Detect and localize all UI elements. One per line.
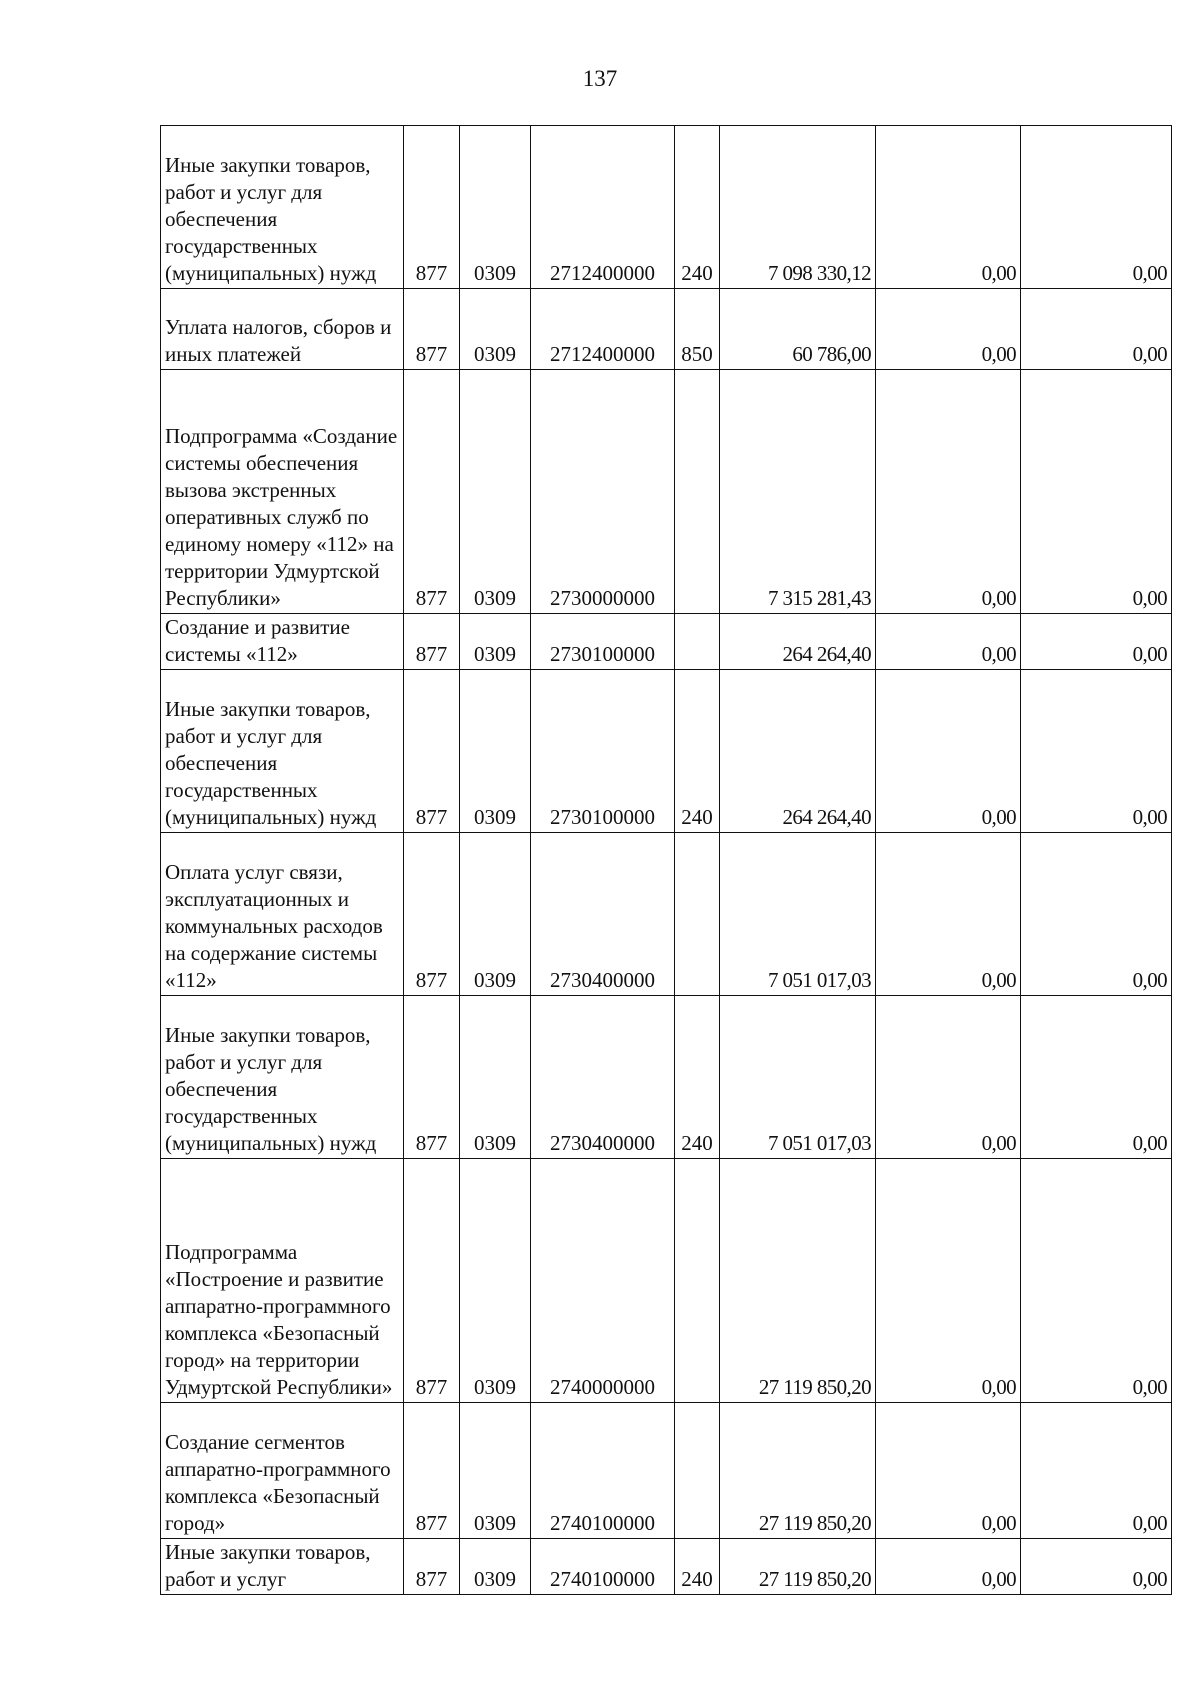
amount-2: 0,00 [876,1159,1021,1403]
ved-code: 877 [404,370,460,614]
target-article-code: 2712400000 [531,126,675,289]
amount-2: 0,00 [876,1539,1021,1595]
ved-code: 877 [404,289,460,370]
amount-3: 0,00 [1021,289,1172,370]
amount-2: 0,00 [876,370,1021,614]
amount-2: 0,00 [876,670,1021,833]
amount-1: 27 119 850,20 [720,1159,876,1403]
row-name: Создание сегментов аппаратно-программного комплекса «Безопасный город» [161,1403,404,1539]
row-name: Подпрограмма «Создание системы обеспечения вызова экстренных оперативных служб по единому номеру «112» на территории Удмуртской Республики» [161,370,404,614]
row-name: Подпрограмма «Построение и развитие аппаратно-программного комплекса «Безопасный город» на территории Удмуртской Республики» [161,1159,404,1403]
amount-2: 0,00 [876,996,1021,1159]
ved-code: 877 [404,670,460,833]
ved-code: 877 [404,1403,460,1539]
section-code: 0309 [460,996,531,1159]
amount-1: 27 119 850,20 [720,1403,876,1539]
expense-type-code [675,833,720,996]
ved-code: 877 [404,1159,460,1403]
row-name: Иные закупки товаров, работ и услуг для обеспечения государственных (муниципальных) нужд [161,126,404,289]
row-name: Иные закупки товаров, работ и услуг [161,1539,404,1595]
budget-table-body [161,126,1172,1595]
expense-type-code [675,370,720,614]
amount-3: 0,00 [1021,833,1172,996]
section-code: 0309 [460,1159,531,1403]
row-name: Уплата налогов, сборов и иных платежей [161,289,404,370]
table-row [161,370,1172,614]
section-code: 0309 [460,1539,531,1595]
target-article-code: 2712400000 [531,289,675,370]
table-row [161,996,1172,1159]
table-row [161,1539,1172,1595]
amount-2: 0,00 [876,614,1021,670]
ved-code: 877 [404,833,460,996]
amount-1: 7 051 017,03 [720,996,876,1159]
ved-code: 877 [404,126,460,289]
target-article-code: 2730100000 [531,614,675,670]
section-code: 0309 [460,670,531,833]
amount-1: 264 264,40 [720,670,876,833]
table-row [161,614,1172,670]
table-row [161,289,1172,370]
expense-type-code: 850 [675,289,720,370]
expense-type-code: 240 [675,126,720,289]
section-code: 0309 [460,370,531,614]
amount-3: 0,00 [1021,996,1172,1159]
amount-3: 0,00 [1021,1539,1172,1595]
target-article-code: 2740100000 [531,1403,675,1539]
section-code: 0309 [460,833,531,996]
amount-3: 0,00 [1021,614,1172,670]
expense-type-code [675,614,720,670]
amount-2: 0,00 [876,833,1021,996]
target-article-code: 2730000000 [531,370,675,614]
target-article-code: 2740000000 [531,1159,675,1403]
amount-2: 0,00 [876,126,1021,289]
section-code: 0309 [460,289,531,370]
amount-1: 7 315 281,43 [720,370,876,614]
row-name: Иные закупки товаров, работ и услуг для обеспечения государственных (муниципальных) нужд [161,996,404,1159]
row-name: Оплата услуг связи, эксплуатационных и коммунальных расходов на содержание системы «112» [161,833,404,996]
amount-3: 0,00 [1021,126,1172,289]
amount-3: 0,00 [1021,1159,1172,1403]
amount-2: 0,00 [876,1403,1021,1539]
ved-code: 877 [404,996,460,1159]
ved-code: 877 [404,1539,460,1595]
amount-2: 0,00 [876,289,1021,370]
section-code: 0309 [460,614,531,670]
budget-table [160,125,1172,1595]
ved-code: 877 [404,614,460,670]
row-name: Создание и развитие системы «112» [161,614,404,670]
section-code: 0309 [460,1403,531,1539]
expense-type-code [675,1159,720,1403]
amount-1: 7 098 330,12 [720,126,876,289]
expense-type-code: 240 [675,670,720,833]
amount-1: 60 786,00 [720,289,876,370]
amount-3: 0,00 [1021,670,1172,833]
target-article-code: 2740100000 [531,1539,675,1595]
amount-1: 264 264,40 [720,614,876,670]
target-article-code: 2730400000 [531,833,675,996]
expense-type-code [675,1403,720,1539]
table-row [161,126,1172,289]
target-article-code: 2730100000 [531,670,675,833]
amount-1: 7 051 017,03 [720,833,876,996]
target-article-code: 2730400000 [531,996,675,1159]
table-row [161,1159,1172,1403]
expense-type-code: 240 [675,996,720,1159]
table-row [161,1403,1172,1539]
table-row [161,833,1172,996]
expense-type-code: 240 [675,1539,720,1595]
amount-1: 27 119 850,20 [720,1539,876,1595]
page-number: 137 [582,66,618,91]
amount-3: 0,00 [1021,370,1172,614]
amount-3: 0,00 [1021,1403,1172,1539]
table-row [161,670,1172,833]
row-name: Иные закупки товаров, работ и услуг для обеспечения государственных (муниципальных) нужд [161,670,404,833]
section-code: 0309 [460,126,531,289]
